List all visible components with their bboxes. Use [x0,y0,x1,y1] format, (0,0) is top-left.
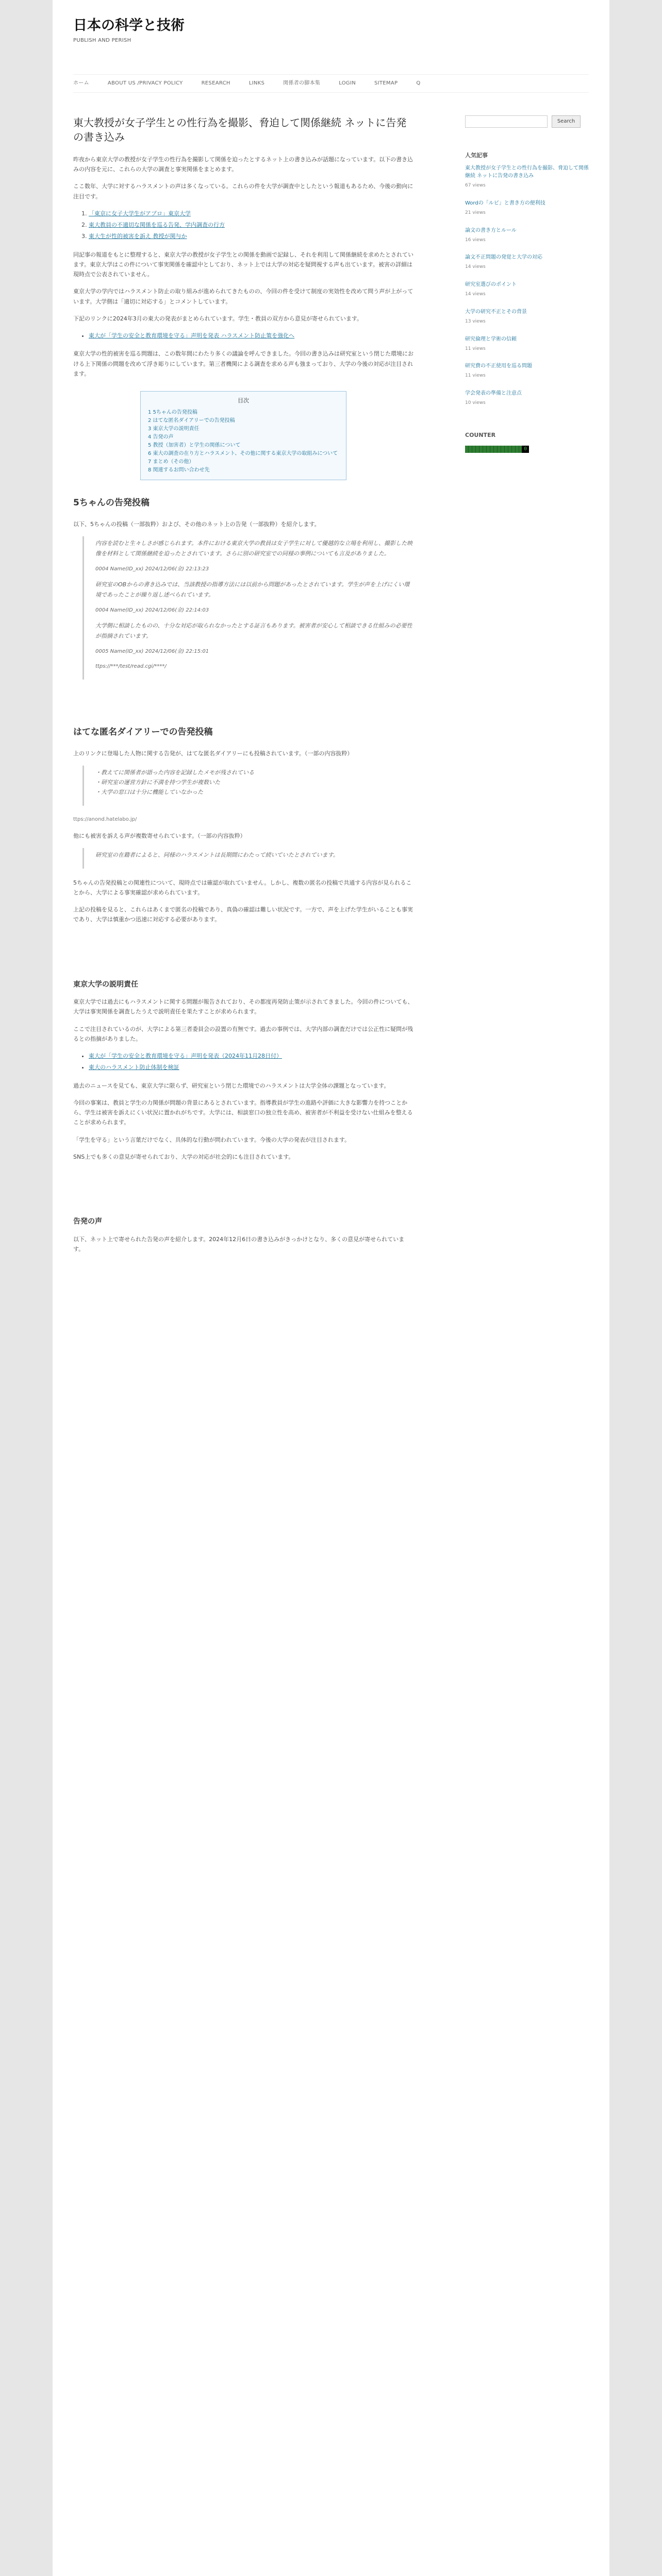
main-nav [73,74,589,93]
related-link[interactable]: 東大が「学生の安全と教育環境を守る」声明を発表（2024年11月28日付） [89,1053,282,1060]
nav-research[interactable]: RESEARCH [201,80,230,87]
section-heading: 告発の声 [73,1217,102,1226]
quote-text: 大学側に相談したものの、十分な対応が取られなかったとする証言もあります。被害者が安心して相談できる仕組みの必要性が指摘されています。 [95,622,412,639]
popular-post-link[interactable]: 大学の研究不正とその背景 [465,309,527,315]
section-heading: はてな匿名ダイアリーでの告発投稿 [73,726,213,737]
related-link-item [89,1062,413,1072]
popular-post-views: 21 views [465,210,486,215]
popular-post-views: 13 views [465,318,486,324]
nav-links[interactable]: LINKS [249,80,265,87]
toc-item[interactable]: 6 東大の調査の在り方とハラスメント、その他に関する東京大学の取組みについて [148,451,338,457]
popular-post [465,164,589,190]
reference-link-item [89,209,413,218]
body-paragraph: 東京大学の性的被害を巡る問題は、この数年間にわたり多くの議論を呼んできました。今回の書き込みは研究室という閉じた環境における上下関係の問題を改めて浮き彫りにしています。第三者機関による調査を求める声も強まっており、大学の今後の対応が注目されます。 [73,350,413,377]
body-paragraph: SNS上でも多くの意見が寄せられており、大学の対応が社会的にも注目されています。 [73,1153,294,1160]
quote-url: ttps://***/test/read.cgi/****/ [95,664,167,670]
body-paragraph: ここで注目されているのが、大学による第三者委員会の設置の有無です。過去の事例では、大学内部の調査だけでは公正性に疑問が残るとの指摘がありました。 [73,1025,413,1042]
body-paragraph: 以下、ネット上で寄せられた告発の声を紹介します。2024年12月6日の書き込みがきっかけとなり、多くの意見が寄せられています。 [73,1235,405,1252]
search-form [465,115,589,128]
main-content [73,115,413,1261]
popular-post [465,227,589,245]
quote-text: 内容を読むと生々しさが感じられます。本件における東京大学の教員は女子学生に対して優越的な立場を利用し、撮影した映像を材料として関係継続を迫ったとされています。さらに別の研究室での同様の事例についても言及がありました。 [95,540,413,557]
related-link-item [89,1051,413,1061]
counter-graphic [465,446,522,453]
popular-post [465,199,589,217]
site-header [73,0,589,45]
content-layout [73,115,589,1261]
popular-post-views: 16 views [465,237,486,243]
nav-q[interactable]: Q [416,80,421,87]
nav-home[interactable]: ホーム [73,80,89,87]
toc-item[interactable]: 3 東京大学の説明責任 [148,426,200,432]
section-heading: 東京大学の説明責任 [73,980,138,989]
popular-post-link[interactable]: 論文の書き方とルール [465,227,517,233]
popular-post [465,281,589,299]
popular-post [465,362,589,380]
reference-link[interactable]: 「東京に女子大学生がアプロ」東京大学 [89,210,191,217]
section-lead: 以下、5ちゃんの投稿（一部抜粋）および、その他のネット上の告発（一部抜粋）を紹介します。 [73,521,320,528]
intro-paragraph: ここ数年、大学に対するハラスメントの声は多くなっている。これらの件を大学が調査中としたという報道もあるため、今後の動向に注目です。 [73,183,413,200]
toc-item[interactable]: 8 関連するお問い合わせ先 [148,467,210,473]
body-paragraph: 過去のニュースを見ても、東京大学に限らず、研究室という閉じた環境でのハラスメントは大学全体の課題となっています。 [73,1082,390,1089]
reference-link[interactable]: 東大生が性的被害を訴え 教授が関与か [89,233,187,240]
blockquote [82,536,413,680]
popular-post-views: 14 views [465,292,486,297]
popular-post [465,308,589,326]
counter-title: COUNTER [465,431,496,438]
section-lead: 上のリンクに登場した人物に関する告発が、はてな匿名ダイアリーにも投稿されています。（一部の内容抜粋） [73,750,353,757]
popular-post [465,253,589,272]
quote-text: 研究室の在籍者によると、同様のハラスメントは長期間にわたって続いていたとされています。 [95,852,339,859]
site-description: PUBLISH AND PERISH [73,38,131,44]
toc-item[interactable]: 4 告発の声 [148,434,174,440]
body-paragraph: 東京大学では過去にもハラスメントに関する問題が報告されており、その都度再発防止策が示されてきました。今回の件についても、大学は事実関係を調査したうえで説明責任を果たすことが求められます。 [73,998,413,1015]
body-paragraph: 下記のリンクに2024年3月の東大の発表がまとめられています。学生・教員の双方から意見が寄せられています。 [73,315,363,322]
nav-scripts[interactable]: 関係者の脚本集 [283,80,321,87]
sidebar [465,115,589,1261]
body-paragraph: 同記事の報道をもとに整理すると、東京大学の教授が女子学生との関係を動画で記録し、それを利用して関係継続を求めたとされています。東京大学はこの件について事実関係を確認中としており、ネット上では大学の対応を疑問視する声も出ています。被害の詳細は現時点で公表されていません。 [73,251,413,278]
blockquote [82,848,413,868]
quote-url: ttps://anond.hatelabo.jp/ [73,816,137,822]
popular-post-views: 14 views [465,264,486,270]
popular-post [465,389,589,408]
popular-post-link[interactable]: 論文不正問題の発覚と大学の対応 [465,255,542,261]
related-link[interactable]: 東大のハラスメント防止体制を検証 [89,1064,179,1071]
intro-paragraph: 昨夜から東京大学の教授が女子学生の性行為を撮影して関係を迫ったとするネット上の書き込みが話題になっています。以下の書き込みの内容を元に、これらの大学の調査と事実関係をまとめます。 [73,156,413,173]
spacer [73,932,413,973]
toc-title: 目次 [238,397,249,404]
body-paragraph: 5ちゃんの告発投稿との関連性について、現時点では確認が取れていません。しかし、複数の匿名の投稿で共通する内容が見られることから、大学による事実確認が求められています。 [73,879,412,896]
popular-post-link[interactable]: 研究倫理と学術の信頼 [465,336,517,342]
section-lead: 他にも被害を訴える声が複数寄せられています。（一部の内容抜粋） [73,833,246,840]
body-paragraph: 「学生を守る」という言葉だけでなく、具体的な行動が問われています。今後の大学の発表が注目されます。 [73,1136,351,1143]
toc-item[interactable]: 1 5ちゃんの告発投稿 [148,410,197,416]
popular-posts-title: 人気記事 [465,151,488,159]
popular-posts-list [465,164,589,408]
quote-source: 0004 Name(ID_xx) 2024/12/06(金) 22:14:03 [95,607,209,613]
related-link-list [89,1051,413,1073]
popular-post-link[interactable]: 研究室選びのポイント [465,282,517,288]
search-button[interactable]: Search [552,115,581,128]
body-paragraph: 上記の投稿を見ると、これらはあくまで匿名の投稿であり、真偽の確認は難しい状況です。一方で、声を上げた学生がいることも事実であり、大学は慎重かつ迅速に対応する必要があります。 [73,906,413,923]
nav-about[interactable]: ABOUT US /PRIVACY POLICY [107,80,183,87]
blockquote [82,766,413,806]
page [53,0,609,2576]
nav-sitemap[interactable]: SITEMAP [374,80,398,87]
related-link[interactable]: 東大が「学生の安全と教育環境を守る」声明を発表 ハラスメント防止策を強化へ [89,332,295,340]
counter-value: 0 [522,446,529,453]
quote-text: ・教えてに関係者が語った内容を記録したメモが残されている ・研究室の運営方針に不満を持つ学生が複数いた ・大学の窓口は十分に機能していなかった [95,769,254,796]
toc-item[interactable]: 5 教授（加害者）と学生の関係について [148,443,241,449]
quote-source: 0004 Name(ID_xx) 2024/12/06(金) 22:13:23 [95,566,209,572]
access-counter [465,444,548,454]
toc-item[interactable]: 7 まとめ（その他） [148,459,194,465]
popular-post-views: 67 views [465,183,486,189]
table-of-contents [140,391,346,480]
quote-source: 0005 Name(ID_xx) 2024/12/06(金) 22:15:01 [95,648,209,654]
reference-link[interactable]: 東大教員の不適切な関係を巡る告発、学内調査の行方 [89,222,225,229]
popular-post-link[interactable]: Wordの「ルビ」と書き方の便利技 [465,200,545,206]
nav-login[interactable]: LOGIN [339,80,356,87]
reference-link-item [89,231,413,241]
popular-post-views: 10 views [465,400,486,406]
search-input[interactable] [465,115,548,128]
popular-post-link[interactable]: 東大教授が女子学生との性行為を撮影、脅迫して関係継続 ネットに告発の書き込み [465,165,589,179]
toc-list [148,409,339,474]
reference-links [89,209,413,242]
popular-post-link[interactable]: 研究費の不正使用を巡る問題 [465,363,532,369]
site-title[interactable]: 日本の科学と技術 [73,18,185,33]
related-link-item [89,331,413,341]
section-heading: 5ちゃんの告発投稿 [73,498,150,509]
popular-post-views: 11 views [465,373,486,379]
body-paragraph: 東京大学の学内ではハラスメント防止の取り組みが進められてきたものの、今回の件を受けて制度の実効性を改めて問う声が上がっています。大学側は「適切に対応する」とコメントしています。 [73,288,413,305]
popular-post [465,335,589,353]
spacer [73,1169,413,1210]
reference-link-item [89,220,413,230]
body-paragraph: 今回の事案は、教員と学生の力関係が問題の背景にあるとされています。指導教員が学生の進路や評価に大きな影響力を持つことから、学生は被害を訴えにくい状況に置かれがちです。大学には、相談窓口の独立性を高め、被害者が不利益を受けない仕組みを整えることが求められます。 [73,1099,413,1126]
related-link-list [89,331,413,341]
quote-text: 研究室のOBからの書き込みでは、当該教授の指導方法には以前から問題があったとされています。学生が声を上げにくい環境であったことが繰り返し述べられています。 [95,581,410,598]
popular-post-views: 11 views [465,346,486,351]
popular-post-link[interactable]: 学会発表の準備と注意点 [465,391,522,397]
toc-item[interactable]: 2 はてな匿名ダイアリーでの告発投稿 [148,418,235,424]
post-title: 東大教授が女子学生との性行為を撮影、脅迫して関係継続 ネットに告発の書き込み [73,116,407,143]
spacer [73,689,413,709]
